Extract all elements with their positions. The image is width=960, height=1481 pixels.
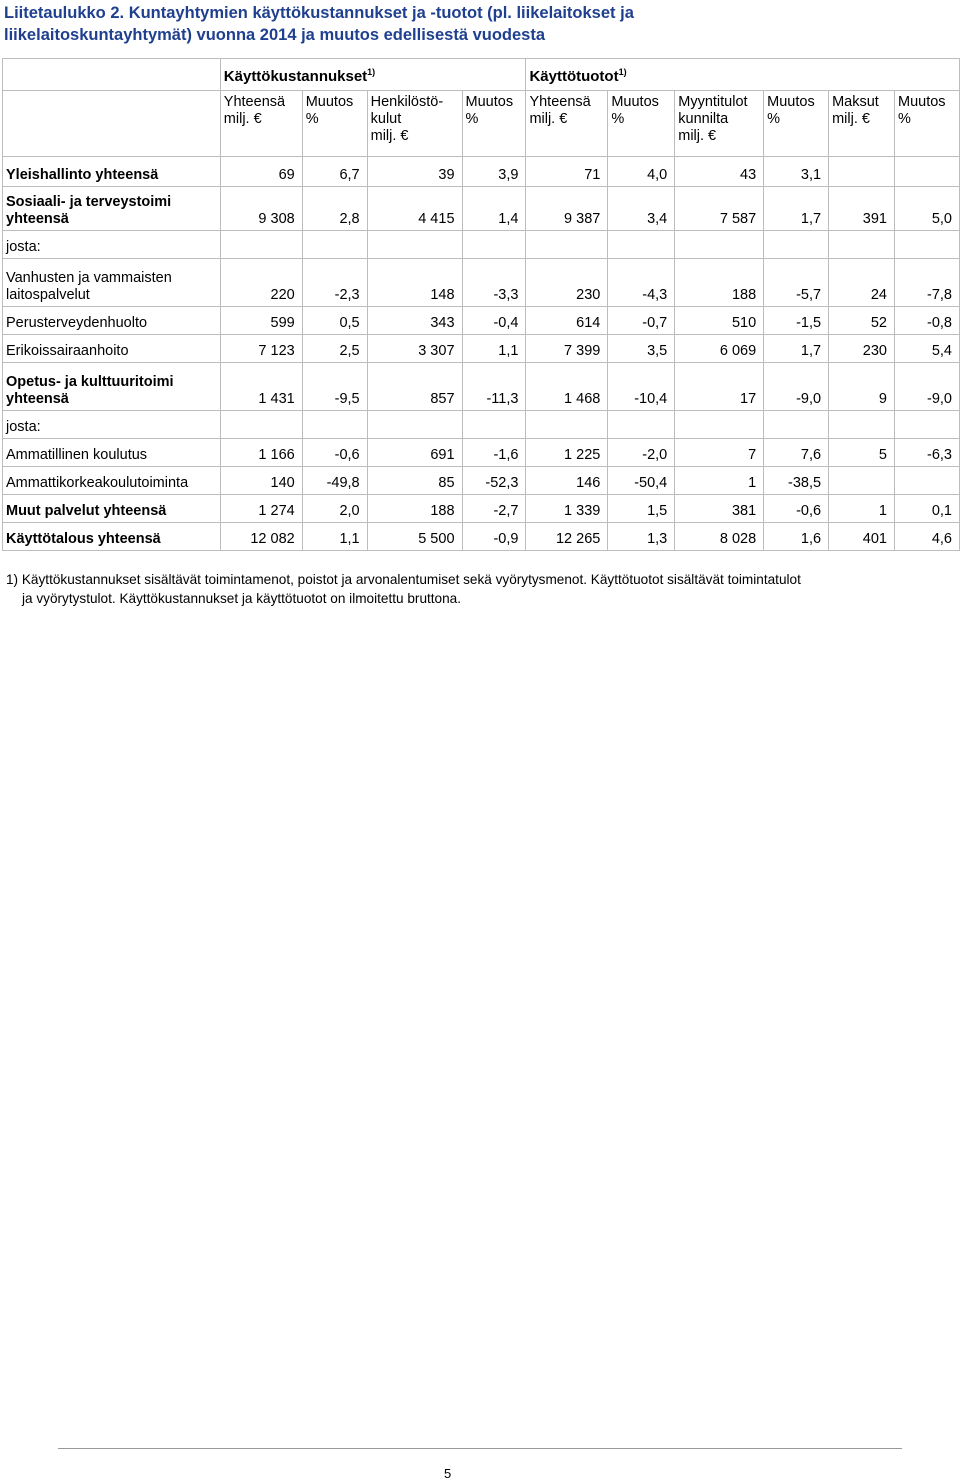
- table-cell: 1: [675, 467, 764, 495]
- table-cell: 391: [829, 187, 895, 231]
- row-label-line: Sosiaali- ja terveystoimi: [6, 194, 172, 210]
- table-cell: 5: [829, 439, 895, 467]
- row-label: [3, 307, 221, 335]
- table-cell: -3,3: [462, 259, 526, 307]
- table-cell: 39: [367, 157, 462, 187]
- column-header-line: milj. €: [529, 111, 568, 127]
- table-cell: 188: [367, 495, 462, 523]
- table-cell: 43: [675, 157, 764, 187]
- table-cell: 3,5: [608, 335, 675, 363]
- row-label: [3, 335, 221, 363]
- table-row: [3, 439, 960, 467]
- column-header-line: Myyntitulot: [678, 94, 748, 110]
- table-cell: -9,0: [764, 363, 829, 411]
- row-label: [3, 187, 221, 231]
- header-group-costs: [220, 59, 526, 91]
- table-cell: 1 225: [526, 439, 608, 467]
- header-blank-cell: [3, 59, 221, 91]
- column-header-line: Muutos: [767, 94, 815, 110]
- table-cell: 2,0: [302, 495, 367, 523]
- column-header-line: Yhteensä: [529, 94, 591, 110]
- row-label-line: Ammattikorkeakoulutoiminta: [6, 475, 189, 491]
- table-cell: [675, 231, 764, 259]
- table-cell: [608, 231, 675, 259]
- table-cell: 230: [829, 335, 895, 363]
- table-cell: 3,9: [462, 157, 526, 187]
- header-group-income-label: Käyttötuotot: [529, 67, 619, 85]
- row-label-line: Erikoissairaanhoito: [6, 343, 129, 359]
- table-cell: -0,6: [764, 495, 829, 523]
- column-header-line: Muutos: [611, 94, 659, 110]
- table-cell: [764, 231, 829, 259]
- table-cell: -1,5: [764, 307, 829, 335]
- table-cell: -9,0: [894, 363, 959, 411]
- row-label-line: Yleishallinto yhteensä: [6, 167, 159, 183]
- table-row: [3, 523, 960, 551]
- title-line-1: Liitetaulukko 2. Kuntayhtymien käyttökustannukset ja -tuotot (pl. liikelaitokset ja: [4, 4, 634, 22]
- column-header-line: kulut: [370, 111, 402, 127]
- table-cell: 401: [829, 523, 895, 551]
- column-header: [675, 91, 764, 157]
- table-cell: 220: [220, 259, 302, 307]
- table-cell: [462, 411, 526, 439]
- column-header-line: %: [767, 111, 781, 127]
- table-cell: 0,1: [894, 495, 959, 523]
- column-header-line: Henkilöstö-: [370, 94, 444, 110]
- table-cell: 7 587: [675, 187, 764, 231]
- table-cell: -0,4: [462, 307, 526, 335]
- table-row: [3, 307, 960, 335]
- table-cell: 1,1: [302, 523, 367, 551]
- row-label: [3, 231, 221, 259]
- page-number: 5: [444, 1466, 452, 1481]
- row-label-line: laitospalvelut: [6, 287, 90, 303]
- table-cell: 1,4: [462, 187, 526, 231]
- table-cell: 1 339: [526, 495, 608, 523]
- table-cell: 7,6: [764, 439, 829, 467]
- footnote-line-2: ja vyörytystulot. Käyttökustannukset ja käyttötuotot on ilmoitettu bruttona.: [22, 591, 462, 606]
- header-group-row: [3, 59, 960, 91]
- table-cell: -5,7: [764, 259, 829, 307]
- table-cell: -0,6: [302, 439, 367, 467]
- column-header-line: milj. €: [223, 111, 262, 127]
- column-header: [894, 91, 959, 157]
- table-cell: 1,1: [462, 335, 526, 363]
- table-cell: 343: [367, 307, 462, 335]
- cost-income-table: [2, 58, 960, 551]
- table-cell: -10,4: [608, 363, 675, 411]
- table-body: [3, 59, 960, 551]
- table-cell: 1,6: [764, 523, 829, 551]
- column-header-line: kunnilta: [678, 111, 729, 127]
- table-cell: [220, 411, 302, 439]
- table-cell: 52: [829, 307, 895, 335]
- table-cell: 0,5: [302, 307, 367, 335]
- table-cell: 7: [675, 439, 764, 467]
- table-cell: 510: [675, 307, 764, 335]
- table-cell: 4 415: [367, 187, 462, 231]
- table-cell: 2,5: [302, 335, 367, 363]
- footnote-line-1: 1) Käyttökustannukset sisältävät toimintamenot, poistot ja arvonalentumiset sekä vyörytysmenot. Käyttötuotot sisältävät toimintatulot: [6, 572, 801, 587]
- table-row: [3, 467, 960, 495]
- table-cell: 85: [367, 467, 462, 495]
- table-cell: [829, 467, 895, 495]
- table-cell: 1,7: [764, 187, 829, 231]
- column-header: [526, 91, 608, 157]
- table-cell: [894, 411, 959, 439]
- table-cell: [675, 411, 764, 439]
- table-cell: 4,0: [608, 157, 675, 187]
- table-cell: -0,9: [462, 523, 526, 551]
- table-row: [3, 259, 960, 307]
- row-label: [3, 439, 221, 467]
- row-label-line: Muut palvelut yhteensä: [6, 503, 167, 519]
- table-cell: 1 431: [220, 363, 302, 411]
- table-cell: 3,1: [764, 157, 829, 187]
- header-column-row: [3, 91, 960, 157]
- column-header: [608, 91, 675, 157]
- table-cell: [894, 467, 959, 495]
- table-cell: 148: [367, 259, 462, 307]
- column-header-line: milj. €: [832, 111, 870, 127]
- row-label: [3, 157, 221, 187]
- table-cell: [894, 231, 959, 259]
- table-cell: -9,5: [302, 363, 367, 411]
- row-label-line: Käyttötalous yhteensä: [6, 531, 161, 547]
- column-header: [829, 91, 895, 157]
- table-cell: 8 028: [675, 523, 764, 551]
- row-label-line: Opetus- ja kulttuuritoimi: [6, 374, 174, 390]
- table-cell: -52,3: [462, 467, 526, 495]
- row-label-line: Vanhusten ja vammaisten: [6, 270, 172, 286]
- table-cell: 71: [526, 157, 608, 187]
- table-cell: [894, 157, 959, 187]
- table-cell: 146: [526, 467, 608, 495]
- header-group-income: [526, 59, 960, 91]
- table-cell: 17: [675, 363, 764, 411]
- table-cell: 5,4: [894, 335, 959, 363]
- table-cell: 7 123: [220, 335, 302, 363]
- table-cell: 691: [367, 439, 462, 467]
- table-cell: [829, 411, 895, 439]
- table-cell: 5,0: [894, 187, 959, 231]
- table-cell: 1 166: [220, 439, 302, 467]
- table-cell: -38,5: [764, 467, 829, 495]
- table-cell: [302, 231, 367, 259]
- row-label-line: josta:: [6, 239, 41, 255]
- table-row: [3, 411, 960, 439]
- table-cell: 9 308: [220, 187, 302, 231]
- row-label-line: josta:: [6, 419, 41, 435]
- column-header: [462, 91, 526, 157]
- table-cell: 140: [220, 467, 302, 495]
- table-cell: -2,7: [462, 495, 526, 523]
- table-cell: -7,8: [894, 259, 959, 307]
- table-cell: [367, 231, 462, 259]
- column-header-line: Muutos: [465, 94, 514, 110]
- table-cell: [526, 411, 608, 439]
- row-label-line: Perusterveydenhuolto: [6, 315, 148, 331]
- table-cell: 2,8: [302, 187, 367, 231]
- header-group-income-footnote-ref: 1): [618, 66, 627, 77]
- table-row: [3, 231, 960, 259]
- table-cell: 6 069: [675, 335, 764, 363]
- table-cell: 599: [220, 307, 302, 335]
- column-header-line: %: [897, 111, 911, 127]
- table-row: [3, 187, 960, 231]
- column-header: [220, 91, 302, 157]
- table-cell: -0,8: [894, 307, 959, 335]
- table-cell: 12 082: [220, 523, 302, 551]
- column-header: [764, 91, 829, 157]
- row-label-line: Ammatillinen koulutus: [6, 447, 148, 463]
- table-cell: [829, 231, 895, 259]
- table-cell: -0,7: [608, 307, 675, 335]
- row-label: [3, 363, 221, 411]
- table-cell: 1,5: [608, 495, 675, 523]
- title-line-2: liikelaitoskuntayhtymät) vuonna 2014 ja muutos edellisestä vuodesta: [4, 26, 546, 44]
- table-cell: -2,0: [608, 439, 675, 467]
- table-cell: 9 387: [526, 187, 608, 231]
- column-header-line: Muutos: [305, 94, 354, 110]
- footnote: [6, 570, 946, 608]
- table-cell: 188: [675, 259, 764, 307]
- column-header-line: %: [611, 111, 625, 127]
- table-row: [3, 495, 960, 523]
- table-cell: 4,6: [894, 523, 959, 551]
- row-label: [3, 259, 221, 307]
- table-cell: -11,3: [462, 363, 526, 411]
- table-cell: [526, 231, 608, 259]
- table-cell: -6,3: [894, 439, 959, 467]
- table-cell: 1: [829, 495, 895, 523]
- table-cell: 6,7: [302, 157, 367, 187]
- table-cell: 614: [526, 307, 608, 335]
- table-cell: 381: [675, 495, 764, 523]
- table-cell: 1,7: [764, 335, 829, 363]
- footer-divider: [58, 1448, 902, 1449]
- column-header-line: Maksut: [832, 94, 879, 110]
- table-cell: -1,6: [462, 439, 526, 467]
- table-row: [3, 363, 960, 411]
- row-label-line: yhteensä: [6, 211, 69, 227]
- table-row: [3, 335, 960, 363]
- table-cell: 857: [367, 363, 462, 411]
- table-cell: -50,4: [608, 467, 675, 495]
- table-cell: 69: [220, 157, 302, 187]
- table-cell: [367, 411, 462, 439]
- table-cell: [220, 231, 302, 259]
- column-header-line: Yhteensä: [223, 94, 286, 110]
- table-cell: [829, 157, 895, 187]
- row-label: [3, 411, 221, 439]
- table-row: [3, 157, 960, 187]
- table-cell: 230: [526, 259, 608, 307]
- table-cell: 24: [829, 259, 895, 307]
- column-header-line: Muutos: [897, 94, 946, 110]
- column-header-line: milj. €: [370, 128, 409, 144]
- page-title: [4, 2, 954, 46]
- table-cell: -4,3: [608, 259, 675, 307]
- column-header-line: %: [465, 111, 479, 127]
- column-header: [302, 91, 367, 157]
- column-header: [367, 91, 462, 157]
- row-label-line: yhteensä: [6, 391, 69, 407]
- table-cell: 1 468: [526, 363, 608, 411]
- table-cell: [462, 231, 526, 259]
- row-label: [3, 523, 221, 551]
- table-cell: 5 500: [367, 523, 462, 551]
- row-label: [3, 495, 221, 523]
- table-cell: -2,3: [302, 259, 367, 307]
- column-header-line: milj. €: [678, 128, 717, 144]
- header-group-costs-label: Käyttökustannukset: [223, 67, 368, 85]
- table-cell: 9: [829, 363, 895, 411]
- table-cell: 1,3: [608, 523, 675, 551]
- table-cell: 12 265: [526, 523, 608, 551]
- table-cell: [608, 411, 675, 439]
- table-cell: 7 399: [526, 335, 608, 363]
- header-group-costs-footnote-ref: 1): [367, 66, 376, 77]
- table-cell: [764, 411, 829, 439]
- header-blank-cell: [3, 91, 221, 157]
- table-cell: 1 274: [220, 495, 302, 523]
- row-label: [3, 467, 221, 495]
- column-header-line: %: [305, 111, 319, 127]
- table-cell: 3 307: [367, 335, 462, 363]
- table-cell: 3,4: [608, 187, 675, 231]
- table-cell: [302, 411, 367, 439]
- table-cell: -49,8: [302, 467, 367, 495]
